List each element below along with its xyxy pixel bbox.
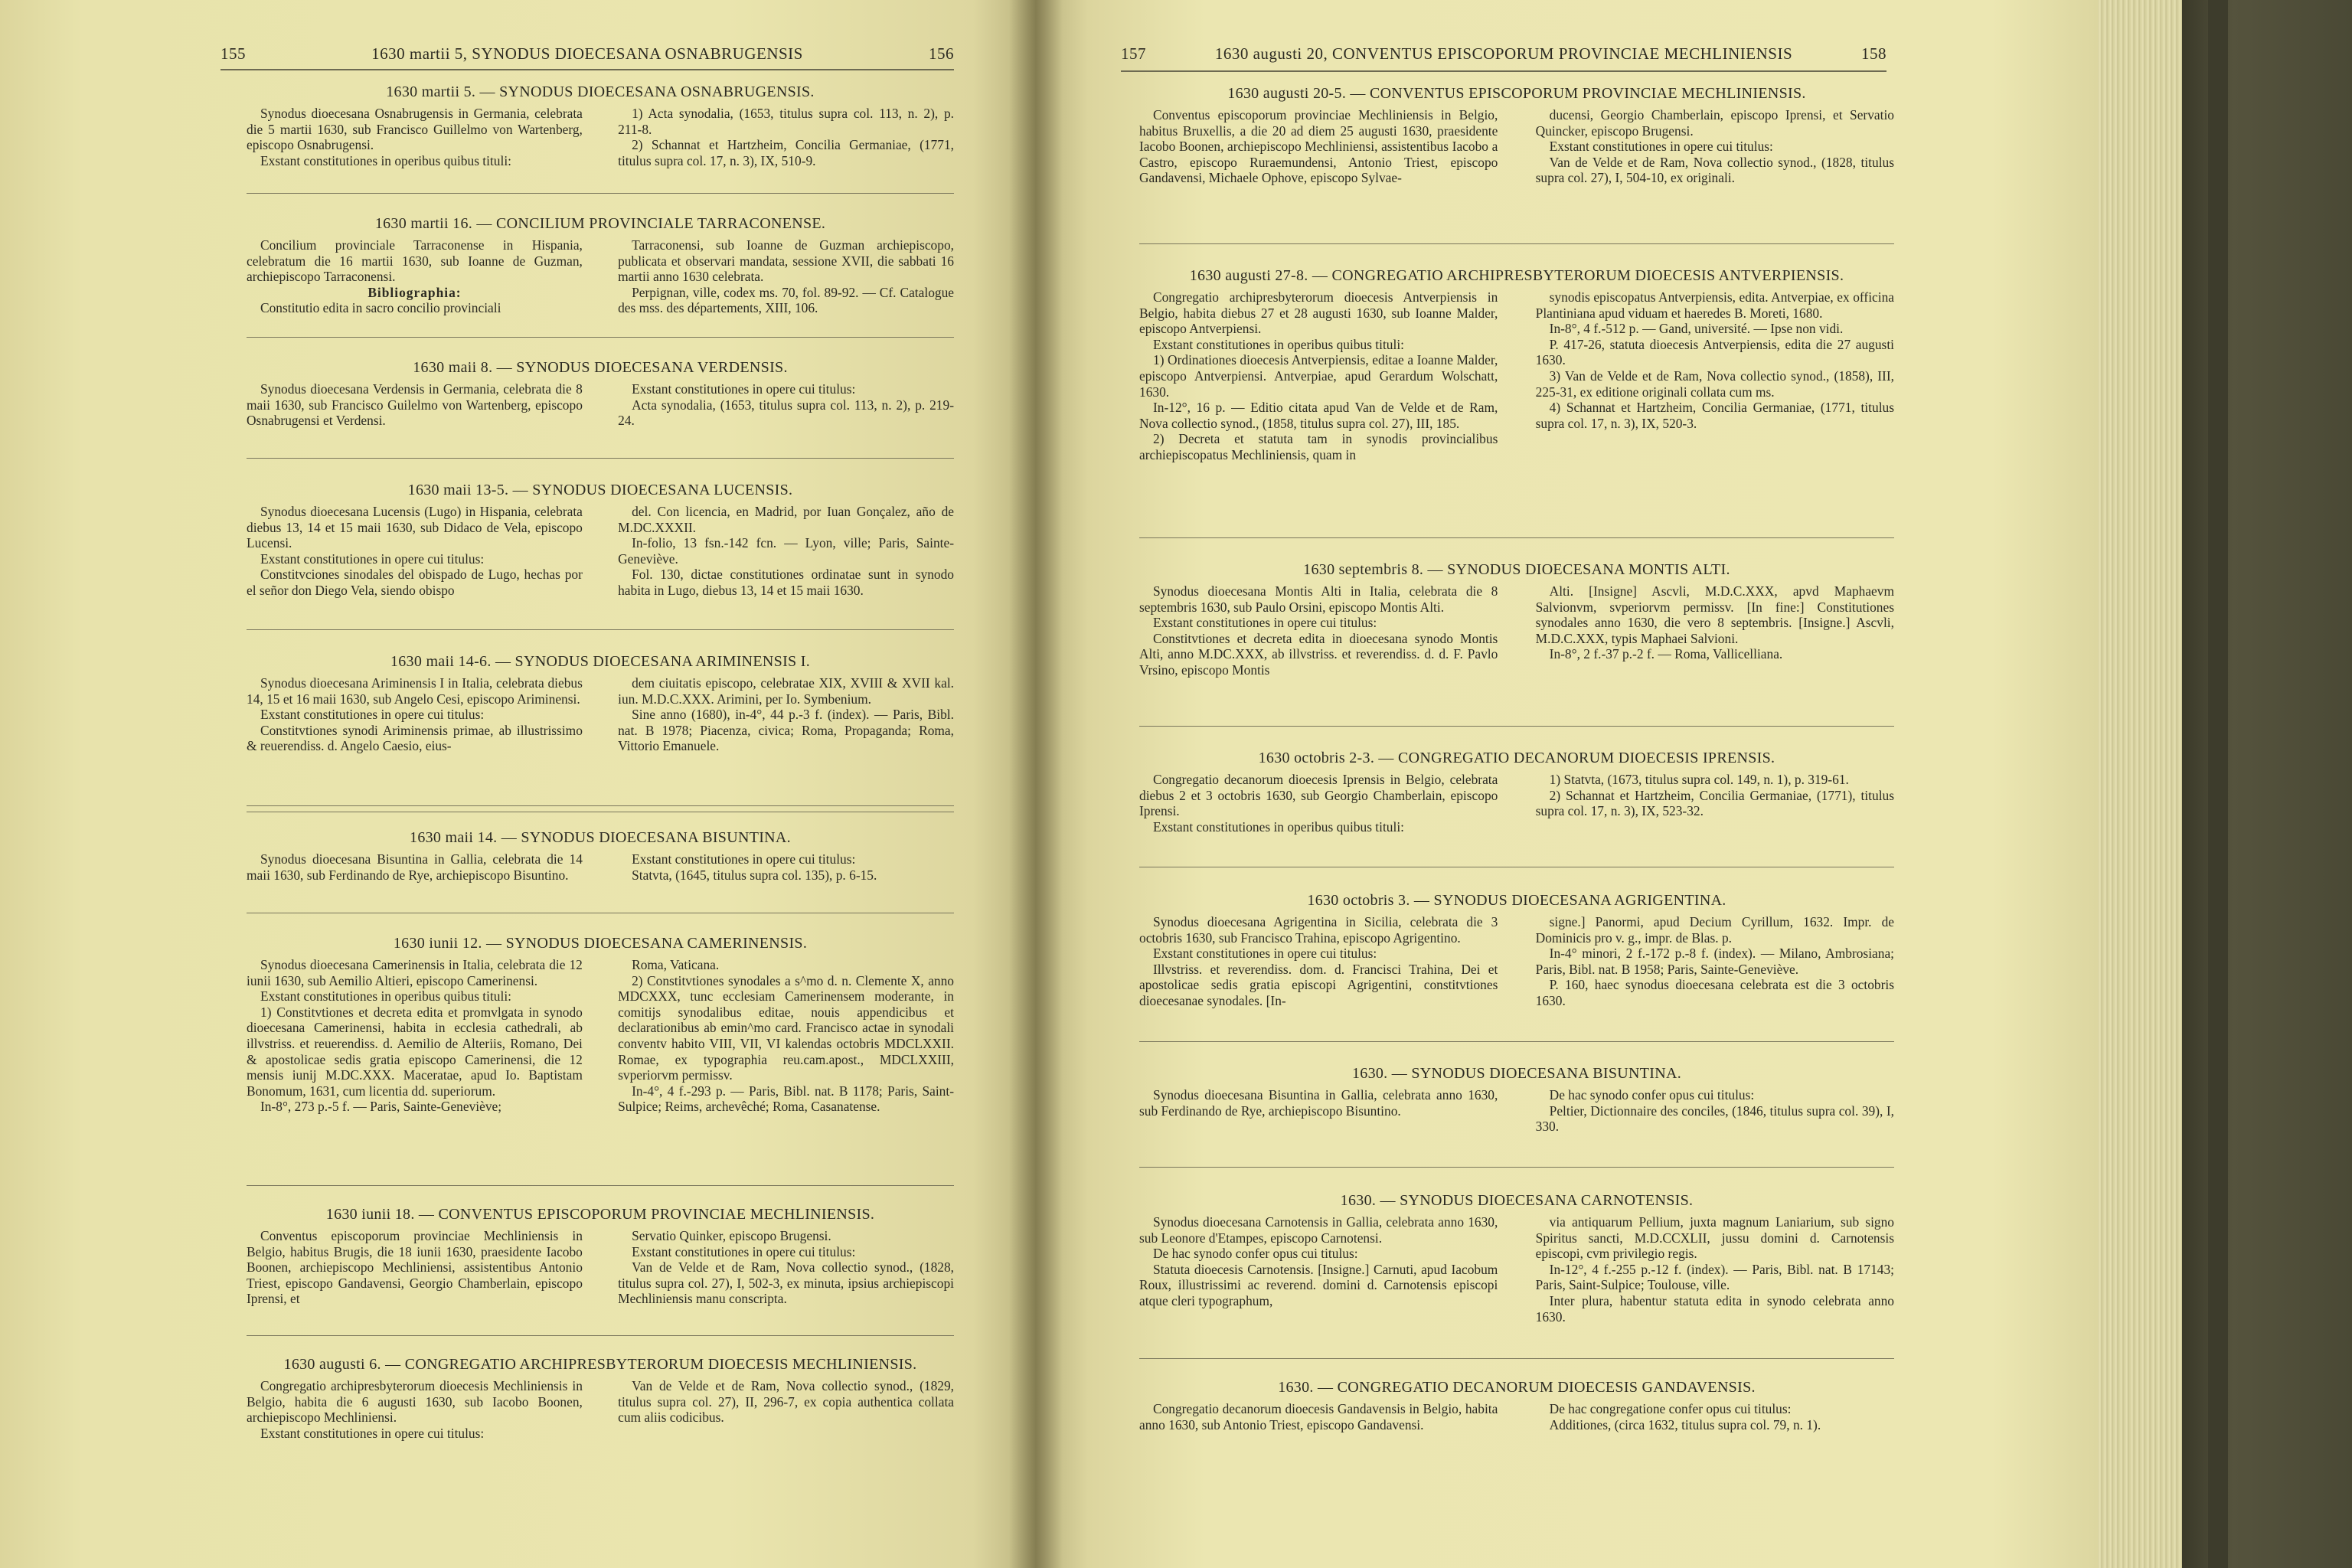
entry-column-right — [1536, 914, 1894, 1009]
entry-paragraph: Servatio Quinker, episcopo Brugensi. — [632, 1228, 831, 1243]
entry-column-right — [618, 1228, 954, 1307]
entry-paragraph: In-4°, 4 f.-293 p. — Paris, Bibl. nat. B 1178; Paris, Saint-Sulpice; Reims, archevêché; Roma, Casanatense. — [618, 1083, 954, 1115]
entry-paragraph: 1) Statvta, (1673, titulus supra col. 149, n. 1), p. 319-61. — [1549, 772, 1849, 787]
entry-column-right — [1536, 772, 1894, 835]
entry-paragraph: Acta synodalia, (1653, titulus supra col. 113, n. 2), p. 219-24. — [618, 397, 954, 429]
catalog-entry — [247, 1355, 954, 1441]
entry-heading: 1630. — SYNODUS DIOECESANA BISUNTINA. — [1351, 1065, 1681, 1082]
running-title: 1630 augusti 20, CONVENTUS EPISCOPORUM PROVINCIAE MECHLINIENSIS — [1214, 44, 1793, 63]
section-divider — [1139, 537, 1894, 538]
entry-paragraph: Synodus dioecesana Ariminensis I in Italia, celebrata diebus 14, 15 et 16 maii 1630, sub Angelo Cesi, episcopo Ariminensi. — [247, 675, 583, 707]
section-divider — [247, 193, 954, 194]
entry-paragraph: In-4° minori, 2 f.-172 p.-8 f. (index). — Milano, Ambrosiana; Paris, Bibl. nat. B 1958; Paris, Sainte-Geneviève. — [1535, 946, 1894, 977]
page-number: 155 — [220, 44, 246, 63]
entry-paragraph: Exstant constitutiones in operibus quibus tituli: — [260, 152, 511, 168]
entry-paragraph: Exstant constitutiones in opere cui titulus: — [632, 381, 856, 397]
entry-column-right — [618, 675, 954, 754]
entry-heading: 1630 maii 14-6. — SYNODUS DIOECESANA ARIMINENSIS I. — [390, 653, 811, 670]
entry-column-right — [618, 851, 954, 883]
entry-column-left — [1139, 107, 1498, 186]
entry-paragraph: In-folio, 13 fsn.-142 fcn. — Lyon, ville; Paris, Sainte-Geneviève. — [618, 535, 954, 567]
entry-paragraph: Concilium provinciale Tarraconense in Hispania, celebratum die 16 martii 1630, sub Ioanne de Guzman, archiepiscopo Tarraconensi. — [247, 237, 583, 285]
entry-column-right — [1536, 1214, 1894, 1325]
entry-paragraph: 1) Constitvtiones et decreta edita et promvlgata in synodo dioecesana Camerinensi, habita in ecclesia cathedrali, ab illvstriss. et reuerendiss. d. Aemilio de Alteriis, Romano, Dei & apostolicae sedis gratia episcopo Camerinensi, die 12 mensis iunij M.DC.XXX. Maceratae, apud Io. Baptistam Bonomum, 1631, cum licentia dd. superiorum. — [247, 1004, 583, 1099]
section-divider — [1139, 1041, 1894, 1042]
entry-heading: 1630 martii 5. — SYNODUS DIOECESANA OSNABRUGENSIS. — [386, 83, 815, 100]
entry-column-right — [618, 237, 954, 316]
entry-paragraph: In-12°, 4 f.-255 p.-12 f. (index). — Paris, Bibl. nat. B 17143; Paris, Saint-Sulpice; Toulouse, ville. — [1535, 1261, 1894, 1293]
section-divider — [1139, 1167, 1894, 1168]
entry-column-right — [618, 504, 954, 599]
entry-column-left — [247, 237, 583, 316]
entry-paragraph: Van de Velde et de Ram, Nova collectio synod., (1828, titulus supra col. 27), I, 502-3, ex minuta, ipsius archiepiscopi Mechliniensis manu conscripta. — [618, 1259, 954, 1307]
entry-paragraph: 2) Constitvtiones synodales a s^mo d. n. Clemente X, anno MDCXXX, tunc ecclesiam Camerinensem moderante, in comitijs synodalibus editae, nouis appendicibus et declarationibus ab emin^mo card. Francisco actae in synodali conventv habito VIII, VII, VI kalendas octobris MDCLXXII. Romae, ex typographia reu.cam.apost., MDCLXXIII, svperiorvm permissv. — [618, 972, 954, 1083]
catalog-entry — [1139, 891, 1894, 1009]
entry-column-left — [247, 1228, 583, 1307]
entry-paragraph: Perpignan, ville, codex ms. 70, fol. 89-92. — Cf. Catalogue des mss. des départements, XIII, 106. — [618, 284, 954, 316]
entry-paragraph: P. 160, haec synodus dioecesana celebrata est die 3 octobris 1630. — [1535, 977, 1894, 1008]
entry-paragraph: P. 417-26, statuta dioecesis Antverpiensis, edita die 27 augusti 1630. — [1535, 336, 1894, 368]
entry-heading: 1630 maii 8. — SYNODUS DIOECESANA VERDENSIS. — [413, 359, 788, 376]
entry-paragraph: Synodus dioecesana Verdensis in Germania, celebrata die 8 maii 1630, sub Francisco Guilelmo von Wartenberg, episcopo Osnabrugensi et Verdensi. — [247, 381, 583, 429]
entry-paragraph: Exstant constitutiones in opere cui titulus: — [632, 851, 856, 867]
section-divider — [247, 629, 954, 630]
section-divider — [247, 1185, 954, 1186]
header-rule — [220, 69, 954, 70]
catalog-entry — [1139, 749, 1894, 835]
entry-paragraph: Synodus dioecesana Lucensis (Lugo) in Hispania, celebrata diebus 13, 14 et 15 maii 1630, sub Didaco de Vela, episcopo Lucensi. — [247, 504, 583, 551]
entry-paragraph: Synodus dioecesana Osnabrugensis in Germania, celebrata die 5 martii 1630, sub Francisco Guillelmo von Wartenberg, episcopo Osnabrugensi. — [247, 106, 583, 153]
entry-heading: 1630 martii 16. — CONCILIUM PROVINCIALE TARRACONENSE. — [374, 215, 826, 232]
entry-paragraph: signe.] Panormi, apud Decium Cyrillum, 1632. Impr. de Dominicis pro v. g., impr. de Blas. p. — [1535, 914, 1894, 946]
entry-paragraph: Roma, Vaticana. — [632, 957, 720, 972]
entry-column-right — [618, 1378, 954, 1441]
entry-paragraph: Van de Velde et de Ram, Nova collectio synod., (1828, titulus supra col. 27), I, 504-10, ex originali. — [1535, 154, 1894, 186]
entry-heading: 1630 augusti 6. — CONGREGATIO ARCHIPRESBYTERORUM DIOECESIS MECHLINIENSIS. — [283, 1356, 917, 1373]
catalog-entry — [247, 1205, 954, 1307]
entry-paragraph: Exstant constitutiones in opere cui titulus: — [260, 707, 485, 723]
running-head-right — [1121, 44, 1886, 70]
entry-heading: 1630 maii 13-5. — SYNODUS DIOECESANA LUCENSIS. — [407, 482, 793, 498]
entry-paragraph: Sine anno (1680), in-4°, 44 p.-3 f. (index). — Paris, Bibl. nat. B 1978; Piacenza, civica; Roma, Propaganda; Roma, Vittorio Emanuele. — [618, 707, 954, 754]
entry-column-left — [1139, 583, 1498, 678]
entry-paragraph: 3) Van de Velde et de Ram, Nova collectio synod., (1858), III, 225-31, ex editione originali collata cum ms. — [1535, 368, 1894, 400]
entry-heading: 1630 iunii 18. — CONVENTUS EPISCOPORUM PROVINCIAE MECHLINIENSIS. — [325, 1206, 875, 1223]
right-page — [1035, 0, 2098, 1568]
catalog-entry — [1139, 1191, 1894, 1325]
running-head-left — [220, 44, 954, 70]
entry-heading: 1630. — CONGREGATIO DECANORUM DIOECESIS GANDAVENSIS. — [1278, 1379, 1756, 1396]
entry-paragraph: Synodus dioecesana Montis Alti in Italia, celebrata die 8 septembris 1630, sub Paulo Orsini, episcopo Montis Alti. — [1139, 583, 1498, 615]
entry-column-right — [618, 106, 954, 168]
entry-paragraph: 2) Decreta et statuta tam in synodis provincialibus archiepiscopatus Mechliniensis, quam in — [1139, 431, 1498, 462]
entry-heading: 1630. — SYNODUS DIOECESANA CARNOTENSIS. — [1340, 1192, 1694, 1209]
catalog-entry — [1139, 560, 1894, 678]
entry-paragraph: Statuta dioecesis Carnotensis. [Insigne.] Carnuti, apud Iacobum Roux, illustrissimi ac reverend. domini d. Carnotensis episcopi atque cleri typographum, — [1139, 1261, 1498, 1308]
section-divider — [247, 805, 954, 806]
catalog-entry — [247, 214, 954, 316]
catalog-entry — [247, 652, 954, 754]
entry-column-right — [1536, 107, 1894, 186]
entry-column-right — [618, 957, 954, 1115]
entry-column-left — [1139, 1214, 1498, 1325]
entry-paragraph: Tarraconensi, sub Ioanne de Guzman archiepiscopo, publicata et observari mandata, sessione XVII, die sabbati 16 martii anno 1630 celebrata. — [618, 237, 954, 285]
entry-paragraph: De hac congregatione confer opus cui titulus: — [1549, 1401, 1792, 1416]
entry-column-left — [1139, 914, 1498, 1009]
entry-paragraph: Conventus episcoporum provinciae Mechliniensis in Belgio, habitus Bruxellis, a die 20 ad diem 25 augusti 1630, praesidente Iacobo Boonen, archiepiscopo Mechliniensi, assistentibus Iacobo a Castro, episcopo Ruraemundensi, Antonio Triest, episcopo Gandavensi, Michaele Ophove, episcopo Sylvae- — [1139, 107, 1498, 186]
entry-paragraph: Illvstriss. et reverendiss. dom. d. Francisci Trahina, Dei et apostolicae sedis gratia episcopi Agrigentini, constitvtiones dioecesanae synodales. [In- — [1139, 961, 1498, 1008]
entry-column-left — [247, 957, 583, 1115]
entry-heading: 1630 augusti 20-5. — CONVENTUS EPISCOPORUM PROVINCIAE MECHLINIENSIS. — [1227, 85, 1806, 102]
catalog-entry — [247, 481, 954, 599]
entry-paragraph: Conventus episcoporum provinciae Mechliniensis in Belgio, habitus Brugis, die 18 iunii 1630, praesidente Iacobo Boonen, archiepiscopo Mechliniensi, assistentibus Antonio Triest, episcopo Gandavensi, Georgio Chamberlain, episcopo Iprensi, et — [247, 1228, 583, 1307]
entry-column-right — [1536, 1087, 1894, 1135]
entry-paragraph: De hac synodo confer opus cui titulus: — [1549, 1087, 1755, 1102]
entry-heading: 1630 octobris 3. — SYNODUS DIOECESANA AGRIGENTINA. — [1307, 892, 1726, 909]
entry-paragraph: via antiquarum Pellium, juxta magnum Laniarium, sub signo Spiritus sancti, M.D.CCXLII, jussu domini d. Carnotensis episcopi, cvm privilegio regis. — [1535, 1214, 1894, 1262]
entry-paragraph: 1) Acta synodalia, (1653, titulus supra col. 113, n. 2), p. 211-8. — [618, 106, 954, 137]
book-gutter — [1009, 0, 1063, 1568]
entry-paragraph: Congregatio archipresbyterorum dioecesis Antverpiensis in Belgio, habita diebus 27 et 28 augusti 1630, sub Ioanne Malder, episcopo Antverpiensi. — [1139, 289, 1498, 337]
page-edges — [2098, 0, 2182, 1568]
entry-paragraph: Inter plura, habentur statuta edita in synodo celebrata anno 1630. — [1535, 1292, 1894, 1325]
section-divider — [247, 1335, 954, 1336]
entry-heading: 1630 maii 14. — SYNODUS DIOECESANA BISUNTINA. — [410, 829, 791, 846]
entry-paragraph: Exstant constitutiones in opere cui titulus: — [632, 1243, 856, 1259]
entry-paragraph: Congregatio decanorum dioecesis Iprensis in Belgio, celebrata diebus 2 et 3 octobris 1630, sub Georgio Chamberlain, episcopo Iprensi. — [1139, 772, 1498, 819]
entry-paragraph: De hac synodo confer opus cui titulus: — [1153, 1246, 1358, 1262]
entry-paragraph: Bibliographia: — [368, 284, 462, 300]
entry-paragraph: Constitvtiones synodi Ariminensis primae, ab illustrissimo & reuerendiss. d. Angelo Caesio, eius- — [247, 722, 583, 754]
entry-paragraph: Congregatio archipresbyterorum dioecesis Mechliniensis in Belgio, habita die 6 augusti 1630, sub Iacobo Boonen, archiepiscopo Mechliniensi. — [247, 1378, 583, 1426]
entry-paragraph: Exstant constitutiones in opere cui titulus: — [1153, 946, 1377, 962]
entry-paragraph: Exstant constitutiones in opere cui titulus: — [1153, 615, 1377, 631]
entry-paragraph: synodis episcopatus Antverpiensis, edita. Antverpiae, ex officina Plantiniana apud viduam et haeredes B. Moreti, 1680. — [1535, 289, 1894, 321]
entry-paragraph: Exstant constitutiones in opere cui titulus: — [1549, 139, 1773, 155]
entry-paragraph: Statvta, (1645, titulus supra col. 135), p. 6-15. — [632, 867, 877, 883]
entry-paragraph: Alti. [Insigne] Ascvli, M.D.C.XXX, apvd Maphaevm Salvionvm, svperiorvm permissv. [In fine:] Constitutiones synodales anno 1630, die vero 8 septembris. [Insigne.] Ascvli, M.D.C.XXX, typis Maphaei Salvioni. — [1535, 583, 1894, 646]
entry-column-right — [618, 381, 954, 429]
entry-heading: 1630 augusti 27-8. — CONGREGATIO ARCHIPRESBYTERORUM DIOECESIS ANTVERPIENSIS. — [1189, 267, 1844, 284]
entry-paragraph: del. Con licencia, en Madrid, por Iuan Gonçalez, año de M.DC.XXXII. — [618, 504, 954, 535]
entry-column-right — [1536, 583, 1894, 678]
catalog-entry — [247, 358, 954, 429]
entry-paragraph: Synodus dioecesana Agrigentina in Sicilia, celebrata die 3 octobris 1630, sub Francisco Trahina, episcopo Agrigentino. — [1139, 914, 1498, 946]
entry-paragraph: Peltier, Dictionnaire des conciles, (1846, titulus supra col. 39), I, 330. — [1535, 1102, 1894, 1135]
entry-paragraph: Synodus dioecesana Bisuntina in Gallia, celebrata die 14 maii 1630, sub Ferdinando de Rye, archiepiscopo Bisuntino. — [247, 851, 583, 883]
entry-paragraph: ducensi, Georgio Chamberlain, episcopo Iprensi, et Servatio Quincker, episcopo Brugensi. — [1535, 107, 1894, 139]
entry-column-right — [1536, 289, 1894, 463]
section-divider — [1139, 1358, 1894, 1359]
entry-paragraph: Constitvciones sinodales del obispado de Lugo, hechas por el señor don Diego Vela, siendo obispo — [247, 567, 583, 598]
catalog-entry — [1139, 1378, 1894, 1432]
entry-column-left — [1139, 289, 1498, 463]
entry-paragraph: Synodus dioecesana Camerinensis in Italia, celebrata die 12 iunii 1630, sub Aemilio Altieri, episcopo Camerinensi. — [247, 957, 583, 988]
entry-column-left — [247, 381, 583, 429]
catalog-entry — [1139, 266, 1894, 463]
section-divider — [247, 337, 954, 338]
entry-paragraph: In-8°, 273 p.-5 f. — Paris, Sainte-Geneviève; — [260, 1099, 502, 1115]
entry-column-left — [247, 106, 583, 168]
entry-paragraph: Constitutio edita in sacro concilio provinciali — [260, 300, 501, 316]
section-divider — [1139, 243, 1894, 244]
entry-paragraph: Constitvtiones et decreta edita in dioecesana synodo Montis Alti, anno M.DC.XXX, ab illvstriss. et reverendiss. d. d. F. Pavlo Vrsino, episcopo Montis — [1139, 630, 1498, 678]
entry-paragraph: Fol. 130, dictae constitutiones ordinatae sunt in synodo habita in Lugo, diebus 13, 14 et 15 maii 1630. — [618, 567, 954, 598]
entry-paragraph: Exstant constitutiones in operibus quibus tituli: — [1153, 336, 1404, 352]
entry-paragraph: Exstant constitutiones in operibus quibus tituli: — [260, 988, 511, 1004]
entry-paragraph: Exstant constitutiones in operibus quibus tituli: — [1153, 818, 1404, 835]
catalog-entry — [247, 83, 954, 168]
bookmark-ribbon — [2208, 0, 2228, 1568]
entry-paragraph: 2) Schannat et Hartzheim, Concilia Germaniae, (1771, titulus supra col. 17, n. 3), IX, 510-9. — [618, 137, 954, 168]
entry-paragraph: Exstant constitutiones in opere cui titulus: — [260, 1425, 485, 1441]
page-number: 156 — [929, 44, 954, 63]
entry-paragraph: Synodus dioecesana Carnotensis in Gallia, celebrata anno 1630, sub Leonore d'Etampes, episcopo Carnotensi. — [1139, 1214, 1498, 1246]
header-rule — [1121, 70, 1886, 72]
entry-paragraph: dem ciuitatis episcopo, celebratae XIX, XVIII & XVII kal. iun. M.D.C.XXX. Arimini, per Io. Symbenium. — [618, 675, 954, 707]
running-title: 1630 martii 5, SYNODUS DIOECESANA OSNABRUGENSIS — [371, 44, 803, 63]
page-number: 157 — [1121, 44, 1146, 63]
catalog-entry — [247, 828, 954, 883]
entry-paragraph: Exstant constitutiones in opere cui titulus: — [260, 550, 485, 567]
entry-paragraph: In-8°, 4 f.-512 p. — Gand, université. — Ipse non vidi. — [1549, 321, 1844, 337]
entry-column-left — [1139, 1401, 1498, 1432]
catalog-entry — [247, 934, 954, 1115]
entry-paragraph: 1) Ordinationes dioecesis Antverpiensis, editae a Ioanne Malder, episcopo Antverpiensi. Antverpiae, apud Gerardum Wolschatt, 1630. — [1139, 352, 1498, 400]
entry-paragraph: 4) Schannat et Hartzheim, Concilia Germaniae, (1771, titulus supra col. 17, n. 3), IX, 520-3. — [1535, 400, 1894, 431]
entry-heading: 1630 iunii 12. — SYNODUS DIOECESANA CAMERINENSIS. — [393, 935, 808, 952]
entry-column-left — [247, 851, 583, 883]
entry-paragraph: Congregatio decanorum dioecesis Gandavensis in Belgio, habita anno 1630, sub Antonio Triest, episcopo Gandavensi. — [1139, 1401, 1498, 1432]
catalog-entry — [1139, 1064, 1894, 1135]
page-number: 158 — [1861, 44, 1886, 63]
entry-paragraph: Van de Velde et de Ram, Nova collectio synod., (1829, titulus supra col. 27), II, 296-7, ex copia authentica collata cum aliis codicibus. — [618, 1378, 954, 1426]
entry-column-left — [247, 1378, 583, 1441]
entry-column-left — [1139, 1087, 1498, 1135]
entry-column-right — [1536, 1401, 1894, 1432]
left-page — [0, 0, 1035, 1568]
entry-column-left — [247, 675, 583, 754]
section-divider — [1139, 726, 1894, 727]
entry-column-left — [1139, 772, 1498, 835]
section-divider — [247, 458, 954, 459]
entry-paragraph: In-12°, 16 p. — Editio citata apud Van de Velde et de Ram, Nova collectio synod., (1858, titulus supra col. 27), III, 185. — [1139, 400, 1498, 431]
catalog-entry — [1139, 84, 1894, 186]
entry-heading: 1630 septembris 8. — SYNODUS DIOECESANA MONTIS ALTI. — [1303, 561, 1730, 578]
entry-paragraph: Synodus dioecesana Bisuntina in Gallia, celebrata anno 1630, sub Ferdinando de Rye, archiepiscopo Bisuntino. — [1139, 1087, 1498, 1119]
entry-column-left — [247, 504, 583, 599]
entry-paragraph: Additiones, (circa 1632, titulus supra col. 79, n. 1). — [1549, 1416, 1821, 1432]
entry-paragraph: In-8°, 2 f.-37 p.-2 f. — Roma, Vallicelliana. — [1549, 646, 1783, 662]
entry-heading: 1630 octobris 2-3. — CONGREGATIO DECANORUM DIOECESIS IPRENSIS. — [1258, 750, 1775, 766]
entry-paragraph: 2) Schannat et Hartzheim, Concilia Germaniae, (1771), titulus supra col. 17, n. 3), IX, 523-32. — [1535, 787, 1894, 819]
